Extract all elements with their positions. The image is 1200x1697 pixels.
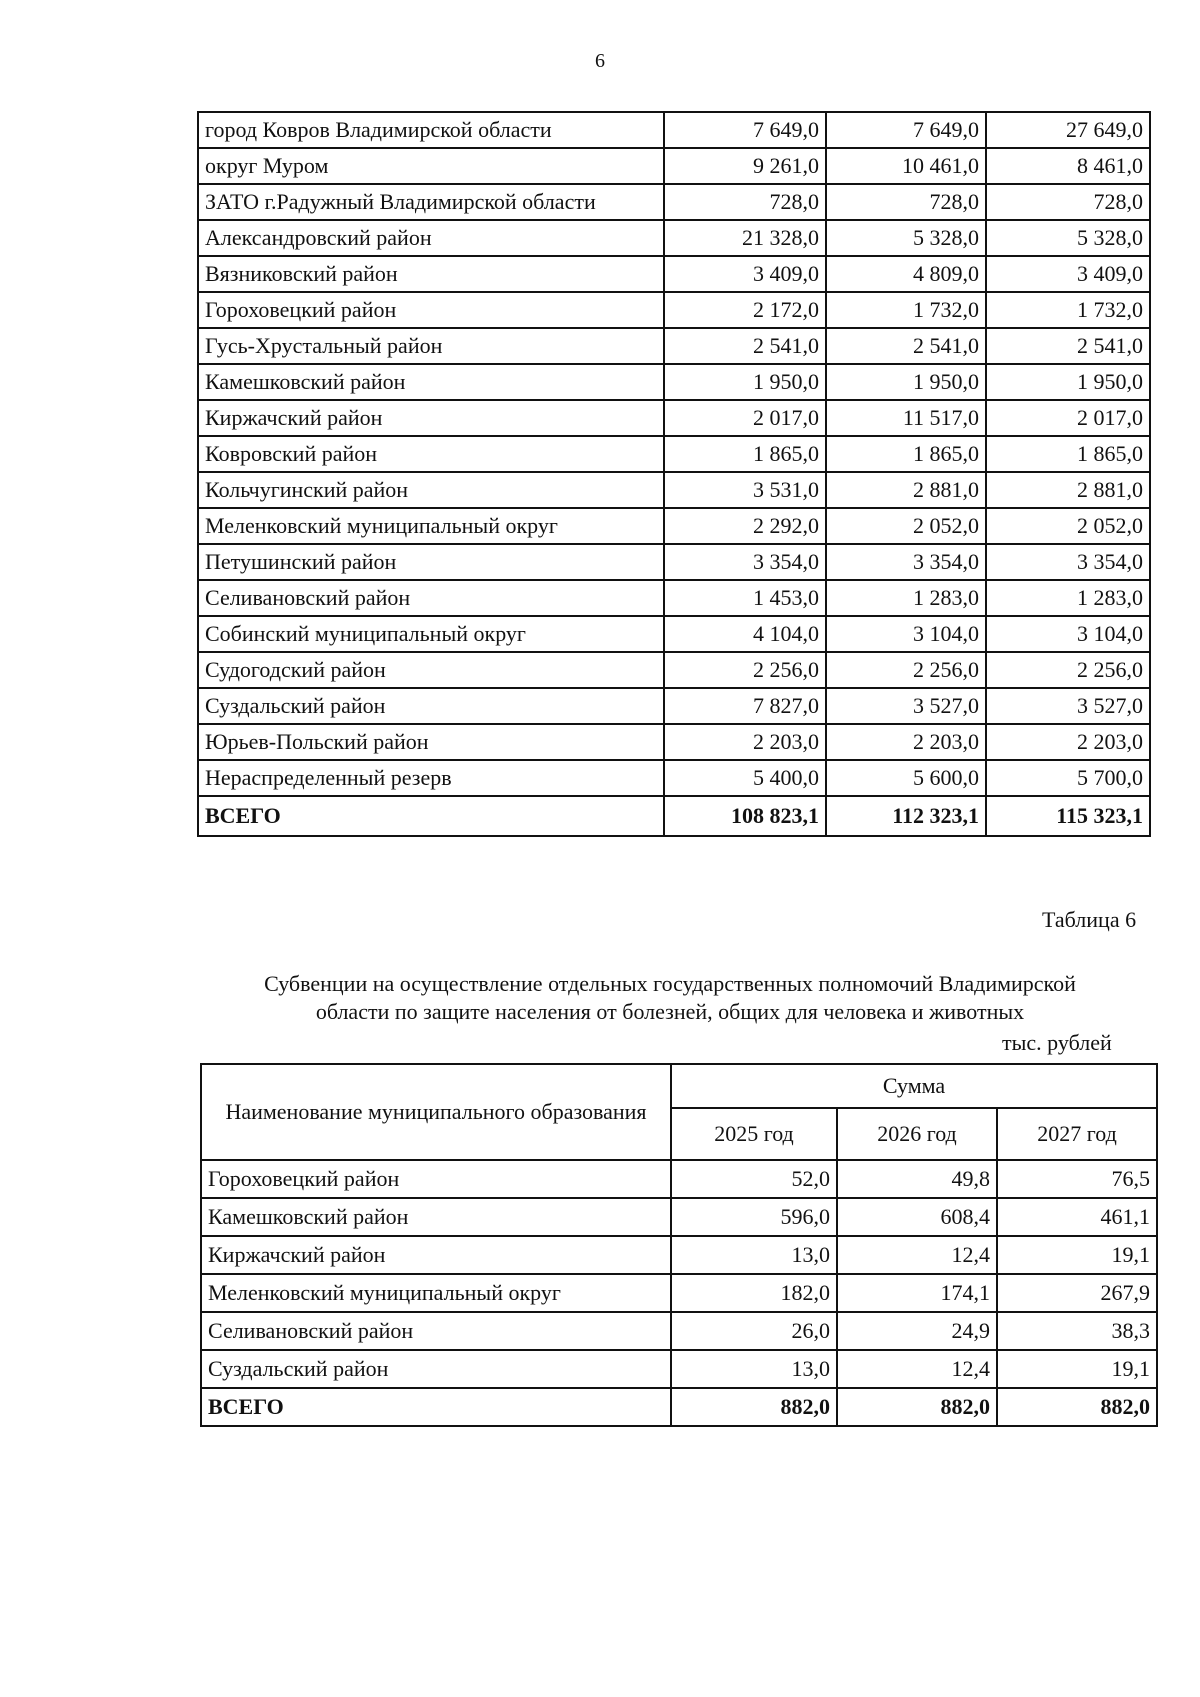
cell-amount-2026: 24,9 <box>837 1312 997 1350</box>
cell-amount-2026: 5 328,0 <box>826 220 986 256</box>
cell-amount-2026: 1 732,0 <box>826 292 986 328</box>
cell-total-2026: 112 323,1 <box>826 796 986 836</box>
cell-municipality: Суздальский район <box>201 1350 671 1388</box>
cell-amount-2026: 2 881,0 <box>826 472 986 508</box>
table-row <box>198 760 1150 796</box>
cell-municipality: Вязниковский район <box>198 256 664 292</box>
cell-amount-2026: 3 104,0 <box>826 616 986 652</box>
cell-amount-2026: 12,4 <box>837 1350 997 1388</box>
cell-municipality: Киржачский район <box>198 400 664 436</box>
cell-amount-2025: 26,0 <box>671 1312 837 1350</box>
units-label: тыс. рублей <box>1002 1030 1112 1055</box>
cell-municipality: Ковровский район <box>198 436 664 472</box>
table-row <box>198 112 1150 148</box>
cell-amount-2026: 49,8 <box>837 1160 997 1198</box>
table-row <box>201 1236 1157 1274</box>
table-row <box>198 436 1150 472</box>
cell-total-2025: 108 823,1 <box>664 796 826 836</box>
cell-amount-2026: 11 517,0 <box>826 400 986 436</box>
column-header-2025: 2025 год <box>671 1108 837 1160</box>
cell-amount-2025: 596,0 <box>671 1198 837 1236</box>
cell-amount-2026: 2 541,0 <box>826 328 986 364</box>
cell-amount-2027: 19,1 <box>997 1350 1157 1388</box>
cell-amount-2027: 8 461,0 <box>986 148 1150 184</box>
cell-amount-2027: 27 649,0 <box>986 112 1150 148</box>
table-row <box>201 1274 1157 1312</box>
column-header-2027: 2027 год <box>997 1108 1157 1160</box>
cell-amount-2025: 2 017,0 <box>664 400 826 436</box>
cell-amount-2027: 76,5 <box>997 1160 1157 1198</box>
cell-amount-2026: 10 461,0 <box>826 148 986 184</box>
cell-amount-2025: 1 865,0 <box>664 436 826 472</box>
cell-amount-2027: 267,9 <box>997 1274 1157 1312</box>
cell-municipality: Судогодский район <box>198 652 664 688</box>
cell-amount-2026: 174,1 <box>837 1274 997 1312</box>
table-row <box>198 616 1150 652</box>
cell-amount-2027: 2 017,0 <box>986 400 1150 436</box>
cell-amount-2026: 5 600,0 <box>826 760 986 796</box>
cell-amount-2025: 5 400,0 <box>664 760 826 796</box>
cell-amount-2027: 2 256,0 <box>986 652 1150 688</box>
cell-municipality: Александровский район <box>198 220 664 256</box>
subventions-table <box>200 1063 1158 1427</box>
cell-amount-2027: 461,1 <box>997 1198 1157 1236</box>
cell-amount-2025: 2 203,0 <box>664 724 826 760</box>
cell-amount-2026: 608,4 <box>837 1198 997 1236</box>
table-row <box>201 1198 1157 1236</box>
table-row <box>198 580 1150 616</box>
cell-total-2026: 882,0 <box>837 1388 997 1426</box>
cell-amount-2025: 4 104,0 <box>664 616 826 652</box>
cell-amount-2026: 2 203,0 <box>826 724 986 760</box>
cell-amount-2026: 2 052,0 <box>826 508 986 544</box>
table-row <box>198 292 1150 328</box>
page-number: 6 <box>595 50 605 72</box>
total-row <box>201 1388 1157 1426</box>
cell-amount-2025: 3 354,0 <box>664 544 826 580</box>
cell-amount-2026: 4 809,0 <box>826 256 986 292</box>
table-body <box>198 112 1150 836</box>
cell-total-2025: 882,0 <box>671 1388 837 1426</box>
cell-municipality: Собинский муниципальный округ <box>198 616 664 652</box>
cell-amount-2027: 728,0 <box>986 184 1150 220</box>
table-row <box>198 328 1150 364</box>
cell-amount-2026: 2 256,0 <box>826 652 986 688</box>
cell-amount-2025: 13,0 <box>671 1350 837 1388</box>
table-row <box>201 1160 1157 1198</box>
table-row <box>198 364 1150 400</box>
table-row <box>198 400 1150 436</box>
subsidies-table-continued <box>197 111 1151 837</box>
cell-amount-2025: 52,0 <box>671 1160 837 1198</box>
cell-municipality: Гусь-Хрустальный район <box>198 328 664 364</box>
cell-amount-2027: 1 283,0 <box>986 580 1150 616</box>
cell-amount-2025: 728,0 <box>664 184 826 220</box>
table-body <box>201 1160 1157 1426</box>
table-row <box>201 1350 1157 1388</box>
cell-municipality: Суздальский район <box>198 688 664 724</box>
cell-municipality: Нераспределенный резерв <box>198 760 664 796</box>
cell-total-2027: 882,0 <box>997 1388 1157 1426</box>
cell-total-label: ВСЕГО <box>201 1388 671 1426</box>
cell-amount-2025: 1 950,0 <box>664 364 826 400</box>
cell-amount-2027: 1 865,0 <box>986 436 1150 472</box>
cell-amount-2027: 1 950,0 <box>986 364 1150 400</box>
column-header-2026: 2026 год <box>837 1108 997 1160</box>
cell-municipality: Юрьев-Польский район <box>198 724 664 760</box>
table-row <box>198 652 1150 688</box>
column-header-sum: Сумма <box>671 1064 1157 1108</box>
cell-amount-2025: 2 541,0 <box>664 328 826 364</box>
cell-amount-2026: 728,0 <box>826 184 986 220</box>
caption-line-2: области по защите населения от болезней, общих для человека и животных <box>315 999 1025 1024</box>
cell-amount-2026: 3 527,0 <box>826 688 986 724</box>
cell-amount-2027: 5 328,0 <box>986 220 1150 256</box>
cell-amount-2027: 3 354,0 <box>986 544 1150 580</box>
cell-amount-2025: 9 261,0 <box>664 148 826 184</box>
cell-amount-2026: 7 649,0 <box>826 112 986 148</box>
cell-amount-2027: 38,3 <box>997 1312 1157 1350</box>
cell-municipality: Камешковский район <box>198 364 664 400</box>
cell-total-label: ВСЕГО <box>198 796 664 836</box>
cell-municipality: Меленковский муниципальный округ <box>201 1274 671 1312</box>
table-row <box>198 256 1150 292</box>
cell-municipality: Камешковский район <box>201 1198 671 1236</box>
cell-municipality: Селивановский район <box>198 580 664 616</box>
cell-municipality: город Ковров Владимирской области <box>198 112 664 148</box>
cell-amount-2027: 3 104,0 <box>986 616 1150 652</box>
cell-amount-2025: 1 453,0 <box>664 580 826 616</box>
header-row <box>201 1064 1157 1108</box>
table-row <box>198 472 1150 508</box>
cell-municipality: Петушинский район <box>198 544 664 580</box>
table-row <box>201 1312 1157 1350</box>
cell-amount-2025: 2 172,0 <box>664 292 826 328</box>
cell-amount-2026: 1 283,0 <box>826 580 986 616</box>
cell-total-2027: 115 323,1 <box>986 796 1150 836</box>
table-row <box>198 724 1150 760</box>
cell-amount-2027: 2 203,0 <box>986 724 1150 760</box>
cell-municipality: ЗАТО г.Радужный Владимирской области <box>198 184 664 220</box>
cell-amount-2027: 19,1 <box>997 1236 1157 1274</box>
table-row <box>198 688 1150 724</box>
cell-amount-2027: 2 052,0 <box>986 508 1150 544</box>
cell-municipality: Гороховецкий район <box>201 1160 671 1198</box>
cell-amount-2025: 7 827,0 <box>664 688 826 724</box>
cell-amount-2026: 12,4 <box>837 1236 997 1274</box>
cell-municipality: округ Муром <box>198 148 664 184</box>
cell-municipality: Киржачский район <box>201 1236 671 1274</box>
cell-amount-2027: 2 541,0 <box>986 328 1150 364</box>
cell-amount-2027: 3 527,0 <box>986 688 1150 724</box>
total-row <box>198 796 1150 836</box>
cell-amount-2027: 2 881,0 <box>986 472 1150 508</box>
cell-amount-2025: 182,0 <box>671 1274 837 1312</box>
cell-amount-2026: 3 354,0 <box>826 544 986 580</box>
table-caption <box>220 970 1120 1026</box>
cell-amount-2026: 1 950,0 <box>826 364 986 400</box>
cell-amount-2025: 13,0 <box>671 1236 837 1274</box>
cell-amount-2025: 3 531,0 <box>664 472 826 508</box>
table-row <box>198 220 1150 256</box>
cell-municipality: Меленковский муниципальный округ <box>198 508 664 544</box>
cell-amount-2025: 7 649,0 <box>664 112 826 148</box>
cell-amount-2025: 21 328,0 <box>664 220 826 256</box>
cell-municipality: Кольчугинский район <box>198 472 664 508</box>
cell-amount-2027: 1 732,0 <box>986 292 1150 328</box>
cell-municipality: Селивановский район <box>201 1312 671 1350</box>
cell-amount-2026: 1 865,0 <box>826 436 986 472</box>
cell-amount-2027: 3 409,0 <box>986 256 1150 292</box>
cell-amount-2025: 2 292,0 <box>664 508 826 544</box>
cell-amount-2025: 2 256,0 <box>664 652 826 688</box>
table-row <box>198 544 1150 580</box>
table-row <box>198 184 1150 220</box>
table-label: Таблица 6 <box>1042 907 1137 932</box>
table-row <box>198 148 1150 184</box>
column-header-name: Наименование муниципального образования <box>201 1064 671 1160</box>
table-row <box>198 508 1150 544</box>
caption-line-1: Субвенции на осуществление отдельных государственных полномочий Владимирской <box>264 971 1076 996</box>
cell-amount-2027: 5 700,0 <box>986 760 1150 796</box>
cell-municipality: Гороховецкий район <box>198 292 664 328</box>
cell-amount-2025: 3 409,0 <box>664 256 826 292</box>
